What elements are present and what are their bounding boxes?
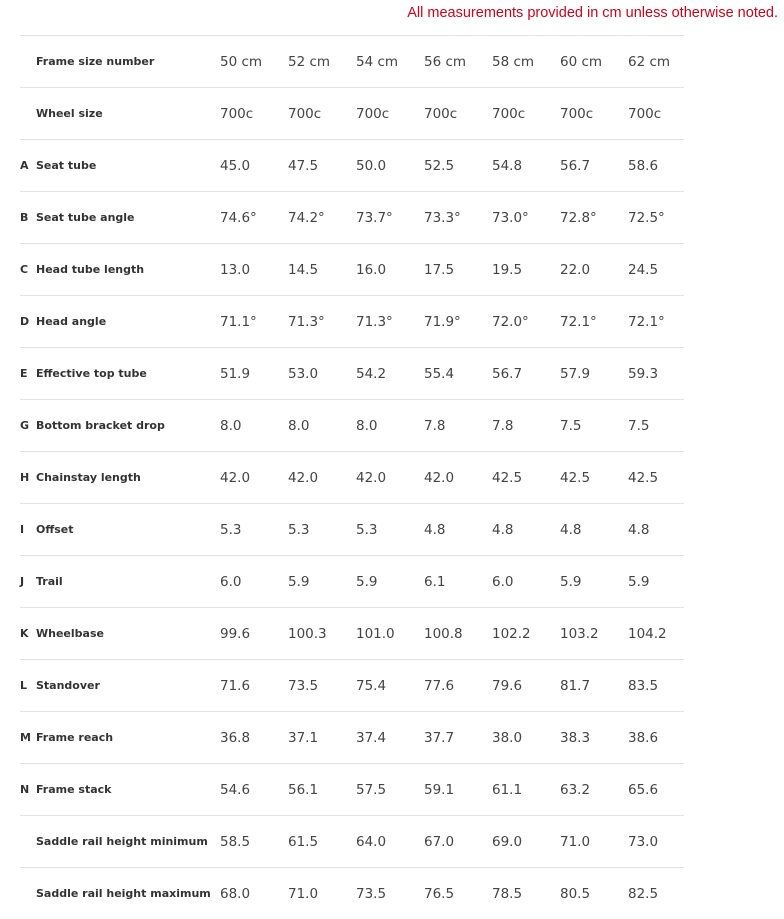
size-value: 80.5 [560,868,628,919]
row-label: Chainstay length [36,452,220,504]
size-value: 8.0 [220,400,288,452]
size-value: 68.0 [220,868,288,919]
row-letter: B [20,192,36,244]
size-value: 5.9 [288,556,356,608]
row-letter: D [20,296,36,348]
size-value: 58 cm [492,36,560,88]
size-value: 83.5 [628,660,684,712]
size-value: 54.2 [356,348,424,400]
size-value: 700c [492,88,560,140]
size-value: 61.5 [288,816,356,868]
size-value: 100.3 [288,608,356,660]
size-value: 8.0 [288,400,356,452]
size-value: 700c [220,88,288,140]
size-value: 78.5 [492,868,560,919]
size-value: 50.0 [356,140,424,192]
size-value: 59.3 [628,348,684,400]
size-value: 73.0° [492,192,560,244]
row-letter: K [20,608,36,660]
size-value: 76.5 [424,868,492,919]
size-value: 71.3° [356,296,424,348]
size-value: 75.4 [356,660,424,712]
size-value: 36.8 [220,712,288,764]
row-letter: H [20,452,36,504]
size-value: 73.0 [628,816,684,868]
size-value: 103.2 [560,608,628,660]
size-value: 56.7 [560,140,628,192]
size-value: 61.1 [492,764,560,816]
geometry-row [20,504,684,556]
size-value: 7.5 [560,400,628,452]
geometry-row [20,556,684,608]
size-value: 56 cm [424,36,492,88]
size-value: 65.6 [628,764,684,816]
row-label: Wheel size [36,88,220,140]
size-value: 82.5 [628,868,684,919]
row-label: Frame size number [36,36,220,88]
size-value: 6.0 [220,556,288,608]
size-value: 71.3° [288,296,356,348]
row-label: Saddle rail height minimum [36,816,220,868]
size-value: 7.5 [628,400,684,452]
size-value: 42.0 [288,452,356,504]
size-value: 19.5 [492,244,560,296]
row-label: Frame reach [36,712,220,764]
size-value: 38.6 [628,712,684,764]
size-value: 700c [424,88,492,140]
size-value: 63.2 [560,764,628,816]
size-value: 42.0 [220,452,288,504]
size-value: 17.5 [424,244,492,296]
size-value: 700c [628,88,684,140]
size-value: 72.1° [628,296,684,348]
geometry-row [20,296,684,348]
size-value: 700c [288,88,356,140]
geometry-row [20,868,684,919]
size-value: 4.8 [628,504,684,556]
row-label: Head angle [36,296,220,348]
size-value: 74.6° [220,192,288,244]
row-letter [20,816,36,868]
size-value: 42.5 [492,452,560,504]
geometry-row [20,36,684,88]
size-value: 5.9 [560,556,628,608]
row-label: Seat tube angle [36,192,220,244]
size-value: 57.5 [356,764,424,816]
size-value: 71.6 [220,660,288,712]
size-value: 62 cm [628,36,684,88]
geometry-row [20,88,684,140]
size-value: 72.8° [560,192,628,244]
row-letter: J [20,556,36,608]
size-value: 42.0 [356,452,424,504]
size-value: 99.6 [220,608,288,660]
size-value: 58.6 [628,140,684,192]
size-value: 53.0 [288,348,356,400]
size-value: 58.5 [220,816,288,868]
geometry-row [20,660,684,712]
size-value: 22.0 [560,244,628,296]
size-value: 45.0 [220,140,288,192]
size-value: 14.5 [288,244,356,296]
geometry-row [20,244,684,296]
size-value: 6.1 [424,556,492,608]
size-value: 67.0 [424,816,492,868]
size-value: 71.0 [560,816,628,868]
size-value: 71.9° [424,296,492,348]
size-value: 47.5 [288,140,356,192]
size-value: 73.7° [356,192,424,244]
size-value: 16.0 [356,244,424,296]
size-value: 50 cm [220,36,288,88]
row-letter: N [20,764,36,816]
size-value: 37.7 [424,712,492,764]
row-letter [20,88,36,140]
size-value: 73.3° [424,192,492,244]
size-value: 37.4 [356,712,424,764]
geometry-row [20,400,684,452]
row-letter: G [20,400,36,452]
row-label: Effective top tube [36,348,220,400]
row-label: Seat tube [36,140,220,192]
size-value: 700c [560,88,628,140]
row-label: Bottom bracket drop [36,400,220,452]
size-value: 51.9 [220,348,288,400]
geometry-row [20,192,684,244]
row-label: Head tube length [36,244,220,296]
size-value: 72.1° [560,296,628,348]
size-value: 5.3 [220,504,288,556]
size-value: 7.8 [424,400,492,452]
size-value: 101.0 [356,608,424,660]
row-letter: C [20,244,36,296]
row-label: Frame stack [36,764,220,816]
geometry-row [20,140,684,192]
row-label: Trail [36,556,220,608]
size-value: 700c [356,88,424,140]
row-letter: E [20,348,36,400]
size-value: 72.5° [628,192,684,244]
size-value: 60 cm [560,36,628,88]
size-value: 42.5 [560,452,628,504]
size-value: 55.4 [424,348,492,400]
size-value: 59.1 [424,764,492,816]
row-label: Saddle rail height maximum [36,868,220,919]
size-value: 37.1 [288,712,356,764]
geometry-row [20,348,684,400]
size-value: 104.2 [628,608,684,660]
size-value: 38.0 [492,712,560,764]
size-value: 8.0 [356,400,424,452]
size-value: 54 cm [356,36,424,88]
size-value: 102.2 [492,608,560,660]
row-letter [20,36,36,88]
geometry-row [20,764,684,816]
size-value: 73.5 [288,660,356,712]
size-value: 38.3 [560,712,628,764]
size-value: 54.6 [220,764,288,816]
size-value: 72.0° [492,296,560,348]
row-label: Offset [36,504,220,556]
geometry-row [20,608,684,660]
size-value: 81.7 [560,660,628,712]
size-value: 52 cm [288,36,356,88]
row-label: Wheelbase [36,608,220,660]
size-value: 77.6 [424,660,492,712]
size-value: 42.5 [628,452,684,504]
size-value: 69.0 [492,816,560,868]
geometry-row [20,452,684,504]
size-value: 71.0 [288,868,356,919]
size-value: 74.2° [288,192,356,244]
row-letter: I [20,504,36,556]
size-value: 56.1 [288,764,356,816]
geometry-table [20,35,684,919]
size-value: 73.5 [356,868,424,919]
size-value: 4.8 [560,504,628,556]
row-letter: L [20,660,36,712]
row-letter [20,868,36,919]
size-value: 4.8 [424,504,492,556]
size-value: 5.3 [356,504,424,556]
geometry-row [20,816,684,868]
size-value: 5.9 [356,556,424,608]
geometry-table-body [20,36,684,919]
size-value: 52.5 [424,140,492,192]
size-value: 54.8 [492,140,560,192]
size-value: 56.7 [492,348,560,400]
row-label: Standover [36,660,220,712]
size-value: 6.0 [492,556,560,608]
size-value: 42.0 [424,452,492,504]
size-value: 57.9 [560,348,628,400]
row-letter: A [20,140,36,192]
size-value: 7.8 [492,400,560,452]
size-value: 5.3 [288,504,356,556]
units-note: All measurements provided in cm unless otherwise noted. [407,5,778,21]
size-value: 13.0 [220,244,288,296]
size-value: 79.6 [492,660,560,712]
size-value: 24.5 [628,244,684,296]
size-value: 5.9 [628,556,684,608]
size-value: 100.8 [424,608,492,660]
row-letter: M [20,712,36,764]
geometry-row [20,712,684,764]
size-value: 71.1° [220,296,288,348]
size-value: 64.0 [356,816,424,868]
size-value: 4.8 [492,504,560,556]
